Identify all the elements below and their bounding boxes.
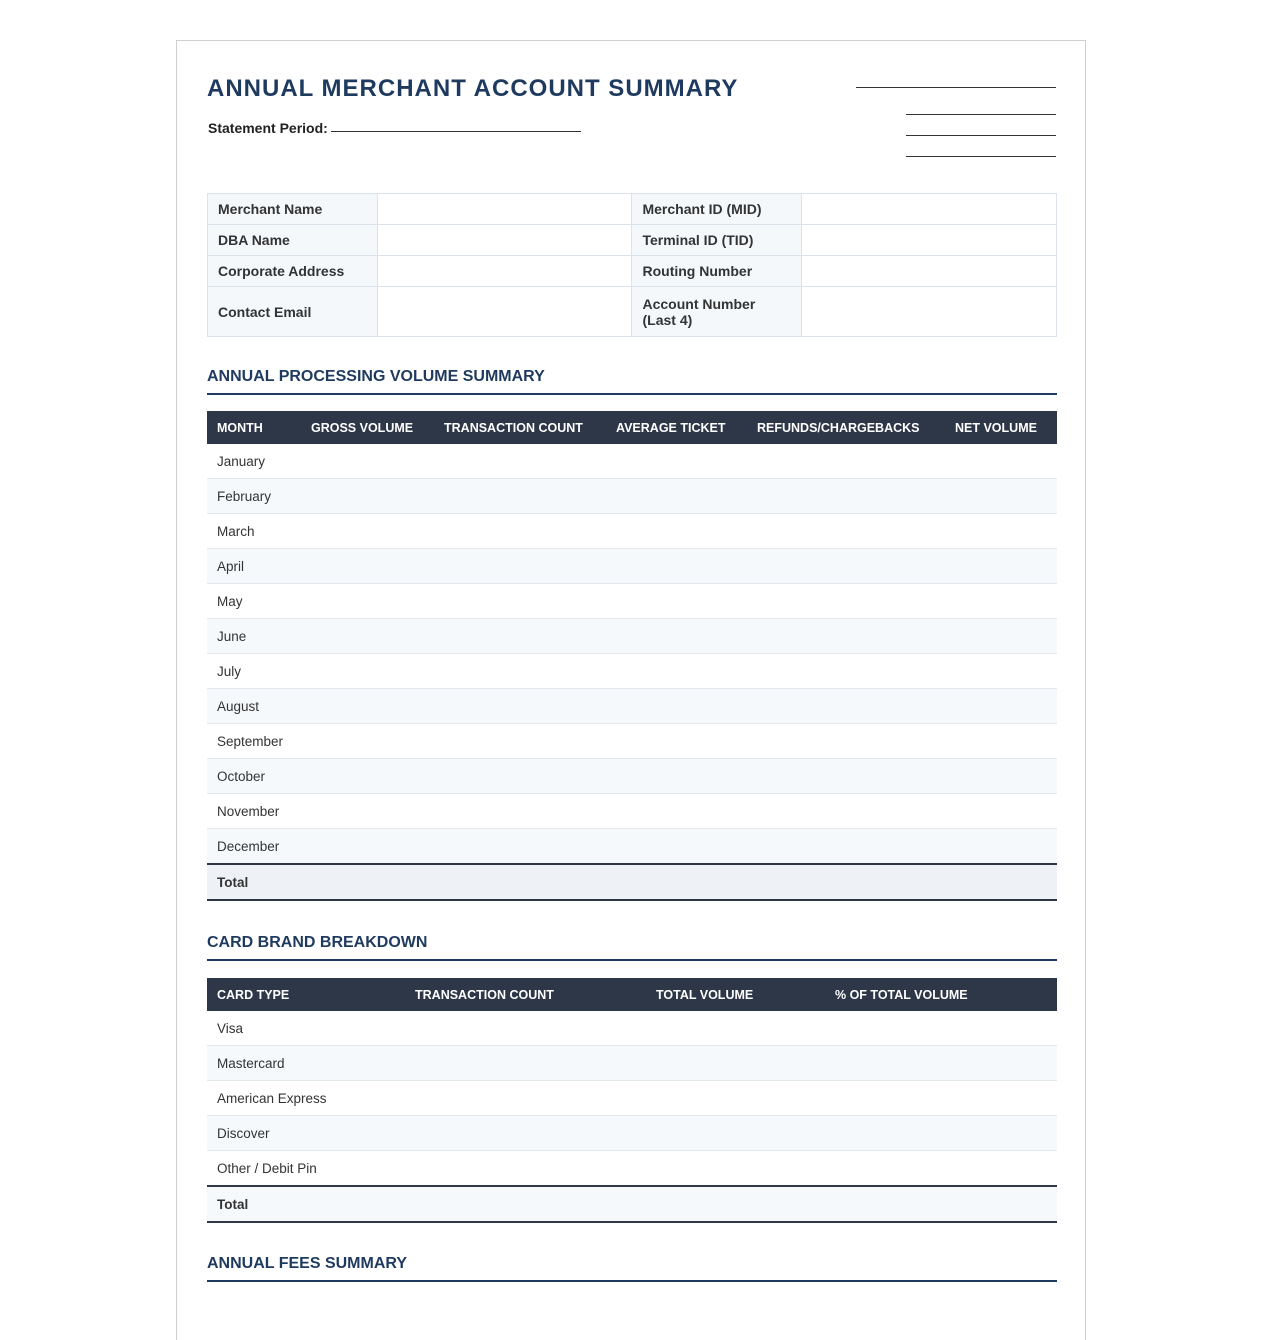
volume-col-net-volume: NET VOLUME xyxy=(945,411,1057,444)
volume-row-label: July xyxy=(207,654,301,689)
header-signature-line-3 xyxy=(906,135,1056,136)
card-brand-cell-total-volume[interactable] xyxy=(646,1151,825,1187)
volume-row-label: April xyxy=(207,549,301,584)
card-brand-cell-of-total-volume[interactable] xyxy=(825,1081,1057,1116)
card-brand-cell-of-total-volume[interactable] xyxy=(825,1151,1057,1187)
volume-cell-net-volume[interactable] xyxy=(945,829,1057,865)
volume-summary-title: ANNUAL PROCESSING VOLUME SUMMARY xyxy=(207,368,1057,395)
volume-cell-transaction-count[interactable] xyxy=(434,654,606,689)
volume-cell-gross-volume[interactable] xyxy=(301,444,434,479)
volume-cell-transaction-count[interactable] xyxy=(434,829,606,865)
card-brand-row-label: Discover xyxy=(207,1116,405,1151)
volume-cell-average-ticket[interactable] xyxy=(606,794,747,829)
volume-total-net-volume[interactable] xyxy=(945,864,1057,900)
merchant-info-row xyxy=(208,225,1057,256)
header-signature-line-2 xyxy=(906,114,1056,115)
card-brand-cell-total-volume[interactable] xyxy=(646,1046,825,1081)
volume-cell-gross-volume[interactable] xyxy=(301,479,434,514)
volume-cell-transaction-count[interactable] xyxy=(434,794,606,829)
volume-cell-average-ticket[interactable] xyxy=(606,619,747,654)
table-row xyxy=(207,584,1057,619)
header-signature-line-1 xyxy=(856,87,1056,88)
volume-col-average-ticket: AVERAGE TICKET xyxy=(606,411,747,444)
terminal-id-label: Terminal ID (TID) xyxy=(632,225,802,256)
card-brand-total-row xyxy=(207,1186,1057,1222)
volume-cell-refunds-chargebacks[interactable] xyxy=(747,479,945,514)
volume-cell-refunds-chargebacks[interactable] xyxy=(747,654,945,689)
volume-cell-average-ticket[interactable] xyxy=(606,654,747,689)
volume-col-month: MONTH xyxy=(207,411,301,444)
card-brand-row-label: Mastercard xyxy=(207,1046,405,1081)
table-row xyxy=(207,689,1057,724)
card-brand-row-label: American Express xyxy=(207,1081,405,1116)
volume-summary-table xyxy=(207,411,1057,901)
volume-cell-refunds-chargebacks[interactable] xyxy=(747,619,945,654)
volume-cell-average-ticket[interactable] xyxy=(606,549,747,584)
volume-cell-net-volume[interactable] xyxy=(945,759,1057,794)
card-brand-cell-total-volume[interactable] xyxy=(646,1081,825,1116)
volume-row-label: September xyxy=(207,724,301,759)
volume-cell-transaction-count[interactable] xyxy=(434,584,606,619)
volume-cell-transaction-count[interactable] xyxy=(434,549,606,584)
card-brand-col-of-total-volume: % OF TOTAL VOLUME xyxy=(825,978,1057,1011)
dba-name-field[interactable] xyxy=(377,225,632,256)
volume-cell-average-ticket[interactable] xyxy=(606,444,747,479)
volume-cell-average-ticket[interactable] xyxy=(606,689,747,724)
card-brand-col-card-type: CARD TYPE xyxy=(207,978,405,1011)
volume-cell-net-volume[interactable] xyxy=(945,794,1057,829)
volume-cell-gross-volume[interactable] xyxy=(301,794,434,829)
volume-cell-net-volume[interactable] xyxy=(945,584,1057,619)
volume-cell-refunds-chargebacks[interactable] xyxy=(747,689,945,724)
card-brand-cell-of-total-volume[interactable] xyxy=(825,1011,1057,1046)
volume-cell-net-volume[interactable] xyxy=(945,479,1057,514)
routing-number-label: Routing Number xyxy=(632,256,802,287)
volume-cell-transaction-count[interactable] xyxy=(434,514,606,549)
volume-cell-refunds-chargebacks[interactable] xyxy=(747,794,945,829)
card-brand-row-label: Other / Debit Pin xyxy=(207,1151,405,1187)
table-row xyxy=(207,444,1057,479)
merchant-id-field[interactable] xyxy=(802,194,1057,225)
volume-cell-transaction-count[interactable] xyxy=(434,689,606,724)
card-brand-cell-transaction-count[interactable] xyxy=(405,1116,646,1151)
volume-row-label: March xyxy=(207,514,301,549)
volume-cell-net-volume[interactable] xyxy=(945,654,1057,689)
volume-total-row xyxy=(207,864,1057,900)
card-brand-col-transaction-count: TRANSACTION COUNT xyxy=(405,978,646,1011)
volume-cell-refunds-chargebacks[interactable] xyxy=(747,759,945,794)
card-brand-title: CARD BRAND BREAKDOWN xyxy=(207,934,1057,961)
card-brand-table xyxy=(207,978,1057,1223)
header-signature-line-4 xyxy=(906,156,1056,157)
table-row xyxy=(207,654,1057,689)
table-row xyxy=(207,479,1057,514)
volume-cell-average-ticket[interactable] xyxy=(606,724,747,759)
table-row xyxy=(207,759,1057,794)
card-brand-cell-total-volume[interactable] xyxy=(646,1011,825,1046)
terminal-id-field[interactable] xyxy=(802,225,1057,256)
merchant-info-row xyxy=(208,256,1057,287)
statement-period-field[interactable] xyxy=(331,131,581,132)
volume-row-label: June xyxy=(207,619,301,654)
volume-cell-gross-volume[interactable] xyxy=(301,759,434,794)
account-number-field[interactable] xyxy=(802,287,1057,337)
fees-summary-title: ANNUAL FEES SUMMARY xyxy=(207,1255,1057,1282)
volume-row-label: February xyxy=(207,479,301,514)
volume-cell-refunds-chargebacks[interactable] xyxy=(747,724,945,759)
table-row xyxy=(207,1116,1057,1151)
table-row xyxy=(207,724,1057,759)
table-row xyxy=(207,829,1057,865)
volume-cell-gross-volume[interactable] xyxy=(301,724,434,759)
card-brand-row-label: Visa xyxy=(207,1011,405,1046)
table-row xyxy=(207,794,1057,829)
contact-email-label: Contact Email xyxy=(208,287,378,337)
statement-period-label: Statement Period: xyxy=(208,120,328,136)
volume-col-gross-volume: GROSS VOLUME xyxy=(301,411,434,444)
table-row xyxy=(207,1046,1057,1081)
volume-cell-gross-volume[interactable] xyxy=(301,584,434,619)
volume-cell-refunds-chargebacks[interactable] xyxy=(747,444,945,479)
table-row xyxy=(207,514,1057,549)
merchant-info-row xyxy=(208,194,1057,225)
document-page xyxy=(176,40,1086,1340)
contact-email-field[interactable] xyxy=(377,287,632,337)
volume-cell-refunds-chargebacks[interactable] xyxy=(747,549,945,584)
corporate-address-field[interactable] xyxy=(377,256,632,287)
volume-cell-refunds-chargebacks[interactable] xyxy=(747,584,945,619)
corporate-address-label: Corporate Address xyxy=(208,256,378,287)
merchant-info-table xyxy=(207,193,1057,337)
table-row xyxy=(207,619,1057,654)
volume-col-refunds-chargebacks: REFUNDS/CHARGEBACKS xyxy=(747,411,945,444)
volume-total-refunds-chargebacks[interactable] xyxy=(747,864,945,900)
card-brand-cell-transaction-count[interactable] xyxy=(405,1011,646,1046)
table-row xyxy=(207,549,1057,584)
volume-row-label: October xyxy=(207,759,301,794)
volume-cell-refunds-chargebacks[interactable] xyxy=(747,829,945,865)
card-brand-cell-transaction-count[interactable] xyxy=(405,1151,646,1187)
volume-cell-refunds-chargebacks[interactable] xyxy=(747,514,945,549)
merchant-name-label: Merchant Name xyxy=(208,194,378,225)
volume-total-average-ticket[interactable] xyxy=(606,864,747,900)
merchant-name-field[interactable] xyxy=(377,194,632,225)
volume-cell-net-volume[interactable] xyxy=(945,514,1057,549)
volume-cell-transaction-count[interactable] xyxy=(434,724,606,759)
volume-row-label: December xyxy=(207,829,301,865)
volume-row-label: January xyxy=(207,444,301,479)
page-title: ANNUAL MERCHANT ACCOUNT SUMMARY xyxy=(207,75,739,102)
dba-name-label: DBA Name xyxy=(208,225,378,256)
volume-cell-average-ticket[interactable] xyxy=(606,584,747,619)
volume-total-label: Total xyxy=(207,864,301,900)
volume-cell-transaction-count[interactable] xyxy=(434,619,606,654)
volume-row-label: November xyxy=(207,794,301,829)
card-brand-total-transaction-count[interactable] xyxy=(405,1186,646,1222)
volume-cell-gross-volume[interactable] xyxy=(301,654,434,689)
merchant-info-row xyxy=(208,287,1057,337)
card-brand-cell-of-total-volume[interactable] xyxy=(825,1116,1057,1151)
volume-cell-gross-volume[interactable] xyxy=(301,549,434,584)
volume-cell-transaction-count[interactable] xyxy=(434,759,606,794)
volume-row-label: May xyxy=(207,584,301,619)
card-table-header xyxy=(207,978,1057,1011)
volume-cell-net-volume[interactable] xyxy=(945,549,1057,584)
volume-cell-net-volume[interactable] xyxy=(945,689,1057,724)
volume-cell-transaction-count[interactable] xyxy=(434,479,606,514)
table-row xyxy=(207,1011,1057,1046)
volume-cell-average-ticket[interactable] xyxy=(606,759,747,794)
volume-cell-net-volume[interactable] xyxy=(945,724,1057,759)
volume-cell-average-ticket[interactable] xyxy=(606,479,747,514)
card-brand-cell-transaction-count[interactable] xyxy=(405,1046,646,1081)
volume-cell-transaction-count[interactable] xyxy=(434,444,606,479)
volume-col-transaction-count: TRANSACTION COUNT xyxy=(434,411,606,444)
table-row xyxy=(207,1151,1057,1187)
volume-total-gross-volume[interactable] xyxy=(301,864,434,900)
volume-cell-gross-volume[interactable] xyxy=(301,514,434,549)
routing-number-field[interactable] xyxy=(802,256,1057,287)
merchant-id-label: Merchant ID (MID) xyxy=(632,194,802,225)
card-brand-total-of-total-volume[interactable] xyxy=(825,1186,1057,1222)
volume-total-transaction-count[interactable] xyxy=(434,864,606,900)
table-row xyxy=(207,1081,1057,1116)
card-brand-total-total-volume[interactable] xyxy=(646,1186,825,1222)
volume-table-header xyxy=(207,411,1057,444)
volume-cell-net-volume[interactable] xyxy=(945,619,1057,654)
card-brand-col-total-volume: TOTAL VOLUME xyxy=(646,978,825,1011)
card-brand-total-label: Total xyxy=(207,1186,405,1222)
volume-cell-gross-volume[interactable] xyxy=(301,689,434,724)
card-brand-cell-transaction-count[interactable] xyxy=(405,1081,646,1116)
volume-cell-gross-volume[interactable] xyxy=(301,619,434,654)
volume-cell-net-volume[interactable] xyxy=(945,444,1057,479)
volume-cell-gross-volume[interactable] xyxy=(301,829,434,865)
volume-row-label: August xyxy=(207,689,301,724)
card-brand-cell-of-total-volume[interactable] xyxy=(825,1046,1057,1081)
volume-cell-average-ticket[interactable] xyxy=(606,514,747,549)
account-number-label: Account Number (Last 4) xyxy=(632,287,802,337)
card-brand-cell-total-volume[interactable] xyxy=(646,1116,825,1151)
volume-cell-average-ticket[interactable] xyxy=(606,829,747,865)
